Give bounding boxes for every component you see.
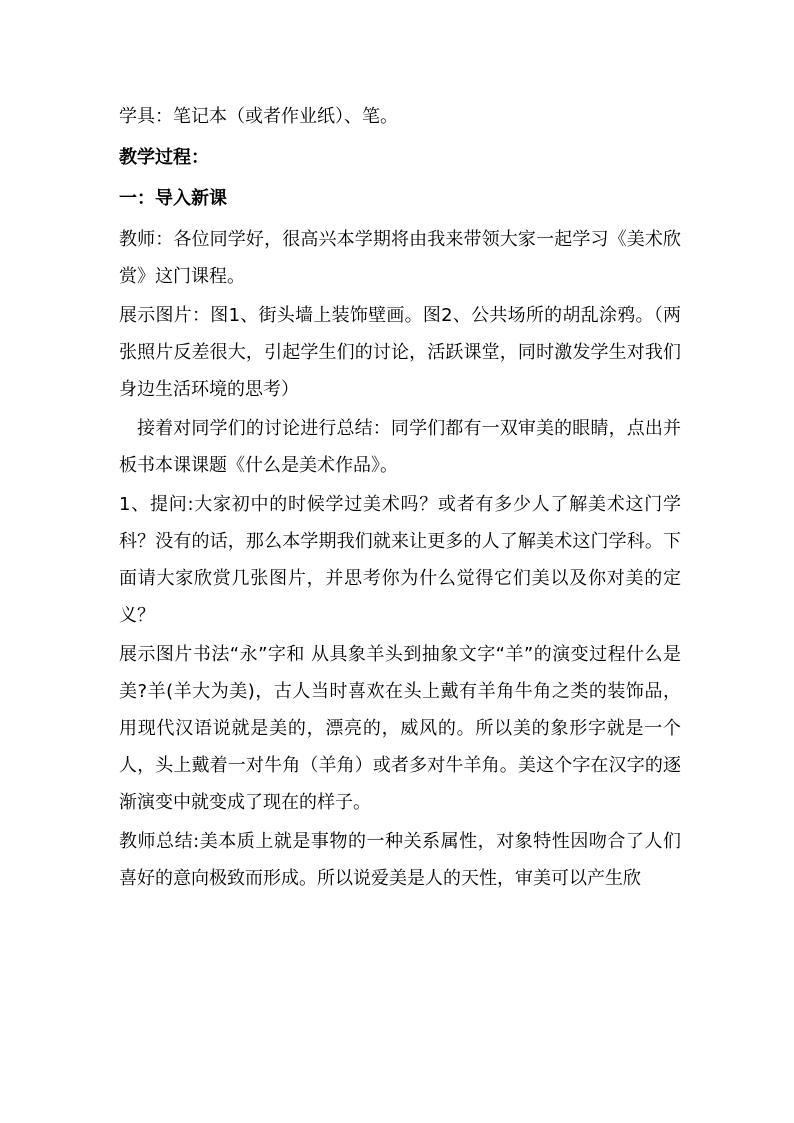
section-heading-intro: 一：导入新课 (119, 188, 227, 209)
summary-discussion-paragraph: 接着对同学们的讨论进行总结：同学们都有一双审美的眼睛，点出并板书本课课题《什么是美术作品》。 (119, 418, 681, 476)
teacher-summary-paragraph: 教师总结:美本质上就是事物的一种关系属性，对象特性因吻合了人们喜好的意向极致而形成。所以说爱美是人的天性，审美可以产生欣 (119, 831, 681, 889)
teaching-process-heading: 教学过程： (119, 147, 209, 168)
show-images-paragraph: 展示图片：图1、街头墙上装饰壁画。图2、公共场所的胡乱涂鸦。（两张照片反差很大，引起学生们的讨论，活跃课堂，同时激发学生对我们身边生活环境的思考） (119, 305, 681, 400)
materials-paragraph: 学具：笔记本（或者作业纸）、笔。 (119, 106, 398, 127)
question-paragraph: 1、提问:大家初中的时候学过美术吗？或者有多少人了解美术这门学科？没有的话，那么本学期我们就来让更多的人了解美术这门学科。下面请大家欣赏几张图片，并思考你为什么觉得它们美以及你对美的定义？ (119, 494, 681, 626)
calligraphy-paragraph: 展示图片书法“永”字和 从具象羊头到抽象文字“羊”的演变过程什么是美?羊(羊大为美)，古人当时喜欢在头上戴有羊角牛角之类的装饰品，用现代汉语说就是美的，漂亮的，威风的。所以美的象形字就是一个人，头上戴着一对牛角（羊角）或者多对牛羊角。美这个字在汉字的逐渐演变中就变成了现在的样子。 (119, 644, 681, 813)
teacher-greeting-paragraph: 教师：各位同学好，很高兴本学期将由我来带领大家一起学习《美术欣赏》这门课程。 (119, 229, 681, 287)
document-body (119, 98, 681, 897)
